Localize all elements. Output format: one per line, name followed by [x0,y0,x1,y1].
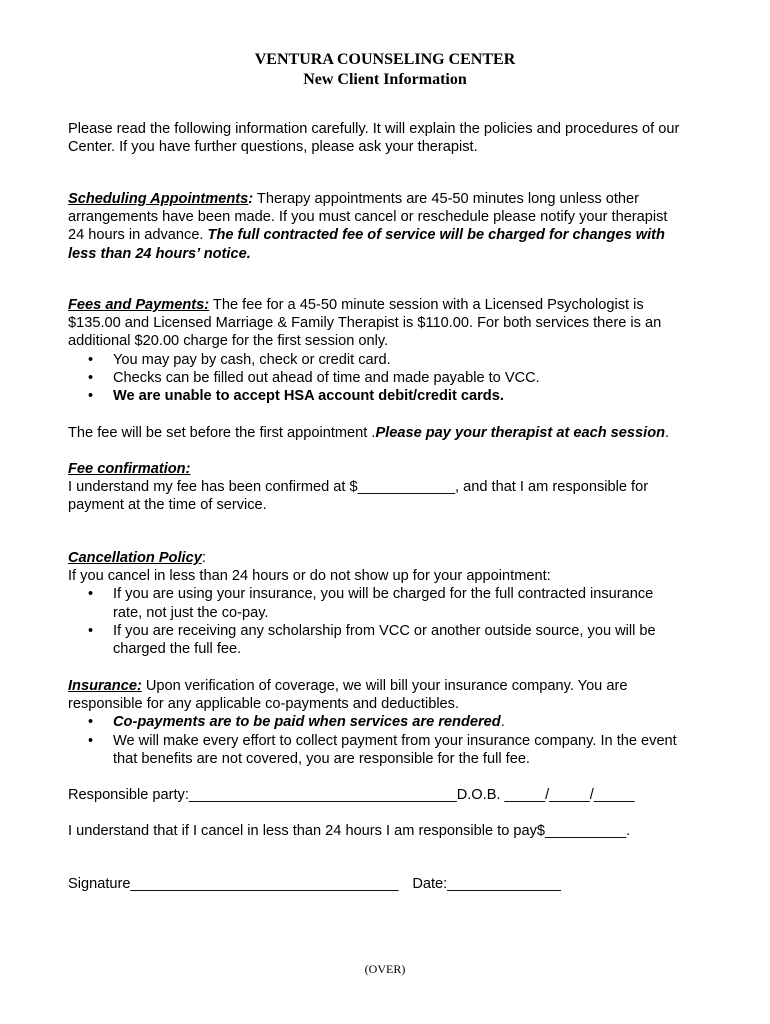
bullet-icon: • [88,732,94,749]
document-subtitle: New Client Information [303,71,467,88]
bullet-icon: • [88,586,94,603]
cancellation-bullet-continuation: charged the full fee. [113,641,242,658]
intro-paragraph [68,120,708,156]
cancel-payment-line[interactable]: I understand that if I cancel in less than 24 hours I am responsible to pay$__________. [68,823,631,839]
insurance-bullet [68,732,708,750]
fee-amount-field[interactable]: I understand my fee has been confirmed at $____________, and that I am responsible for [68,479,649,496]
insurance-section [68,677,708,768]
scheduling-emphasis: less than 24 hours’ notice. [68,245,251,262]
cancellation-bullet [68,585,708,603]
cancel-payment-field[interactable] [68,822,708,840]
fees-bullet [68,387,708,405]
insurance-bullet-text: We will make every effort to collect payment from your insurance company. In the event [113,732,677,749]
fees-bullet-text: We are unable to accept HSA account debit/credit cards. [113,388,504,405]
fees-heading: Fees and Payments: [68,297,210,313]
insurance-bullet [68,713,708,731]
fee-confirmation-line: payment at the time of service. [68,497,267,514]
fee-set-end: . [665,425,670,441]
cancellation-section [68,549,708,658]
cancellation-heading: Cancellation Policy [68,550,202,566]
intro-line: Center. If you have further questions, please ask your therapist. [68,139,478,156]
bullet-icon: • [88,388,94,405]
responsible-party-line[interactable]: Responsible party:_________________________________D.O.B. _____/_____/_____ [68,787,635,803]
fee-confirmation-heading: Fee confirmation: [68,461,191,477]
bullet-icon: • [88,714,94,731]
signature-field[interactable]: Signature_________________________________ [68,876,399,892]
fees-bullet-text: You may pay by cash, check or credit card. [113,351,391,368]
scheduling-line: arrangements have been made. If you must cancel or reschedule please notify your therapist [68,209,668,226]
bullet-icon: • [88,351,94,368]
insurance-text: Upon verification of coverage, we will bill your insurance company. You are [141,678,628,694]
fees-bullet-text: Checks can be filled out ahead of time and made payable to VCC. [113,369,540,386]
fees-text: The fee for a 45-50 minute session with a Licensed Psychologist is [209,297,644,313]
scheduling-text: Therapy appointments are 45-50 minutes long unless other [253,191,640,207]
insurance-bullet-emphasis: Co-payments are to be paid when services are rendered [113,714,501,731]
fees-section [68,296,708,405]
bullet-icon: • [88,369,94,386]
fees-line: additional $20.00 charge for the first session only. [68,333,389,350]
scheduling-text: 24 hours in advance. [68,227,208,244]
insurance-bullet-end: . [500,714,505,731]
fee-set-emphasis: Please pay your therapist at each session [375,425,666,441]
fee-confirmation-section [68,460,708,515]
scheduling-heading: Scheduling Appointments [68,191,249,207]
insurance-heading: Insurance: [68,678,142,694]
fees-bullet [68,351,708,369]
cancellation-heading-colon: : [201,550,206,566]
cancellation-bullet-text: If you are receiving any scholarship from VCC or another outside source, you will be [113,622,656,639]
scheduling-section [68,190,708,263]
over-footer: (OVER) [364,962,406,976]
scheduling-emphasis: The full contracted fee of service will be charged for changes with [207,227,665,244]
responsible-party-field[interactable] [68,786,708,804]
fee-set-note [68,424,708,442]
insurance-bullet-continuation: that benefits are not covered, you are responsible for the full fee. [113,750,530,767]
cancellation-bullet-continuation: rate, not just the co-pay. [113,604,269,621]
cancellation-bullet [68,622,708,640]
cancellation-bullet-text: If you are using your insurance, you will be charged for the full contracted insurance [113,586,654,603]
insurance-line: responsible for any applicable co-payments and deductibles. [68,696,460,713]
scheduling-heading-colon: : [248,191,254,207]
fee-set-text: The fee will be set before the first appointment . [68,425,376,441]
fees-bullet [68,369,708,387]
signature-row [68,875,708,893]
cancellation-line: If you cancel in less than 24 hours or do not show up for your appointment: [68,568,551,585]
date-field[interactable]: Date:______________ [412,876,561,892]
fees-line: $135.00 and Licensed Marriage & Family Therapist is $110.00. For both services there is an [68,315,662,332]
bullet-icon: • [88,622,94,639]
document-title: VENTURA COUNSELING CENTER [254,51,516,68]
intro-line: Please read the following information carefully. It will explain the policies and procedures of our [68,121,680,137]
